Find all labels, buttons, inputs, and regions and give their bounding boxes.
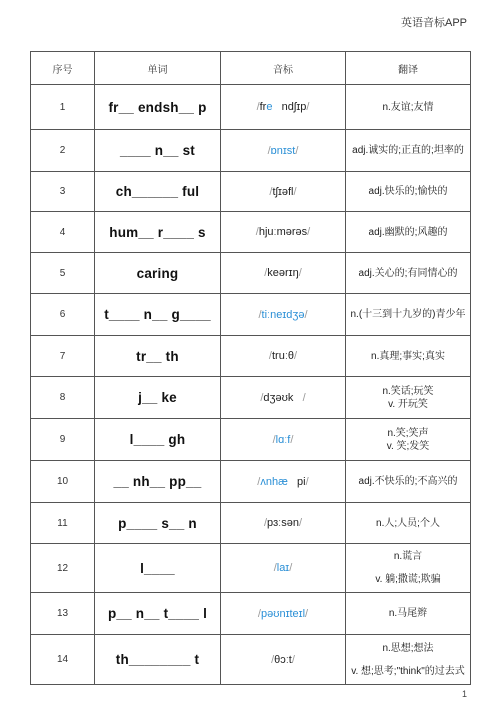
table-row	[31, 635, 471, 685]
phonetic-highlight: ʌnhæ	[260, 475, 288, 488]
word-cloze: ____ n__ st	[95, 130, 221, 172]
app-name: 英语音标APP	[400, 17, 467, 29]
phonetic-text: tʃɪəfl	[272, 185, 294, 198]
table-row	[31, 85, 471, 130]
translation	[346, 419, 471, 461]
slash-open: /	[257, 475, 261, 488]
row-index: 3	[31, 172, 95, 212]
translation-line: v. 想;思考;"think"的过去式	[351, 665, 465, 677]
phonetic-highlight: lɑːf	[275, 433, 291, 446]
slash-close: /	[294, 350, 298, 362]
word-cloze: p____ s__ n	[95, 503, 221, 544]
table-row	[31, 503, 471, 544]
slash-open: /	[263, 517, 268, 529]
phonetic	[221, 130, 346, 172]
slash-close: /	[302, 391, 306, 404]
table-row	[31, 253, 471, 294]
header-translation: 翻译	[346, 52, 471, 85]
phonetic-text: dʒəʊk	[263, 391, 303, 404]
translation-line: n.笑话;玩笑	[382, 385, 434, 397]
row-index: 14	[31, 635, 95, 685]
word-cloze: fr__ endsh__ p	[95, 85, 221, 130]
slash-open: /	[264, 267, 268, 279]
word-cloze: caring	[95, 253, 221, 294]
slash-close: /	[295, 144, 299, 157]
slash-close: /	[305, 607, 309, 620]
row-index: 2	[31, 130, 95, 172]
translation	[346, 294, 471, 336]
header-word: 单词	[95, 52, 221, 85]
word-cloze: hum__ r____ s	[95, 212, 221, 253]
translation	[346, 544, 471, 593]
page-number: 1	[461, 689, 467, 699]
translation-line: n.思想;想法	[382, 642, 434, 654]
word-cloze: ch______ ful	[95, 172, 221, 212]
translation-line: n.谎言	[393, 551, 423, 562]
phonetic	[221, 253, 346, 294]
word-cloze: t____ n__ g____	[95, 294, 221, 336]
row-index: 13	[31, 593, 95, 635]
row-index: 4	[31, 212, 95, 253]
phonetic	[221, 85, 346, 130]
translation-line: n.人;人员;个人	[376, 517, 440, 529]
slash-close: /	[290, 433, 294, 446]
phonetic-text: keərɪŋ	[267, 267, 299, 279]
table-body	[31, 85, 471, 685]
translation-line: n.笑;笑声	[387, 427, 429, 439]
slash-open: /	[256, 101, 260, 113]
slash-open: /	[260, 391, 264, 404]
translation-line: v. 开玩笑	[388, 398, 428, 410]
slash-open: /	[258, 308, 262, 321]
slash-open: /	[273, 562, 277, 574]
translation-line: adj.不快乐的;不高兴的	[358, 476, 458, 487]
phonetic-highlight: pəʊnɪteɪl	[260, 607, 306, 620]
translation-line: v. 笑;发笑	[386, 440, 430, 452]
table-row	[31, 544, 471, 593]
word-cloze: l____	[95, 544, 221, 593]
translation	[346, 377, 471, 419]
row-index: 8	[31, 377, 95, 419]
slash-open: /	[272, 433, 276, 446]
slash-close: /	[306, 101, 310, 113]
row-index: 7	[31, 336, 95, 377]
table-row	[31, 172, 471, 212]
vocab-table	[30, 51, 471, 685]
table-row	[31, 593, 471, 635]
phonetic	[221, 212, 346, 253]
phonetic-text: θɔːt	[274, 653, 292, 666]
phonetic-highlight: tiːneɪdʒə	[261, 308, 305, 321]
phonetic	[221, 336, 346, 377]
slash-close: /	[305, 475, 309, 488]
translation-line: adj.幽默的;风趣的	[368, 226, 448, 238]
phonetic	[221, 593, 346, 635]
phonetic	[221, 172, 346, 212]
table-row	[31, 130, 471, 172]
slash-close: /	[298, 267, 302, 279]
phonetic	[221, 461, 346, 503]
table-row	[31, 377, 471, 419]
slash-close: /	[289, 562, 293, 574]
row-index: 6	[31, 294, 95, 336]
translation	[346, 212, 471, 253]
translation	[346, 503, 471, 544]
row-index: 1	[31, 85, 95, 130]
phonetic-text-tail: ndʃɪp	[272, 101, 307, 113]
row-index: 10	[31, 461, 95, 503]
phonetic	[221, 377, 346, 419]
header-index: 序号	[31, 52, 95, 85]
table-row	[31, 461, 471, 503]
word-cloze: tr__ th	[95, 336, 221, 377]
translation-line: v. 躺;撒谎;欺骗	[375, 574, 441, 585]
word-cloze: l____ gh	[95, 419, 221, 461]
translation	[346, 172, 471, 212]
slash-close: /	[298, 517, 303, 529]
phonetic	[221, 544, 346, 593]
slash-close: /	[304, 308, 308, 321]
table-header-row	[31, 52, 471, 85]
slash-open: /	[267, 144, 271, 157]
translation	[346, 130, 471, 172]
translation	[346, 461, 471, 503]
translation	[346, 635, 471, 685]
translation-line: adj.关心的;有同情心的	[358, 267, 458, 279]
row-index: 12	[31, 544, 95, 593]
table-row	[31, 419, 471, 461]
phonetic-highlight: ɒnɪst	[270, 144, 296, 157]
slash-close: /	[291, 653, 295, 666]
phonetic	[221, 635, 346, 685]
header-phonetic: 音标	[221, 52, 346, 85]
row-index: 9	[31, 419, 95, 461]
phonetic	[221, 419, 346, 461]
translation-line: adj.快乐的;愉快的	[368, 186, 448, 197]
word-cloze: __ nh__ pp__	[95, 461, 221, 503]
slash-close: /	[307, 226, 311, 238]
phonetic-text-tail: pi	[287, 475, 306, 488]
phonetic-highlight: laɪ	[276, 562, 290, 574]
word-cloze: j__ ke	[95, 377, 221, 419]
phonetic	[221, 503, 346, 544]
slash-open: /	[271, 653, 275, 666]
slash-open: /	[269, 185, 273, 198]
translation-line	[346, 655, 470, 665]
table-row	[31, 336, 471, 377]
word-cloze: th________ t	[95, 635, 221, 685]
row-index: 11	[31, 503, 95, 544]
translation	[346, 85, 471, 130]
table-row	[31, 212, 471, 253]
word-cloze: p__ n__ t____ l	[95, 593, 221, 635]
slash-open: /	[268, 350, 272, 362]
phonetic-highlight: e	[266, 101, 273, 113]
slash-open: /	[255, 226, 259, 238]
translation-line	[346, 563, 470, 573]
slash-open: /	[257, 607, 261, 620]
translation-line: n.(十三到十九岁的)青少年	[350, 309, 466, 320]
slash-close: /	[293, 185, 297, 198]
translation-line: adj.诚实的;正直的;坦率的	[352, 145, 464, 156]
translation	[346, 336, 471, 377]
row-index: 5	[31, 253, 95, 294]
phonetic-text: truːθ	[271, 350, 294, 362]
phonetic	[221, 294, 346, 336]
translation-line: n.马尾辫	[388, 608, 428, 619]
translation	[346, 253, 471, 294]
translation-line: n.友谊;友情	[382, 101, 434, 113]
phonetic-text: pɜːsən	[267, 517, 299, 529]
phonetic-text: fr	[259, 101, 267, 113]
translation	[346, 593, 471, 635]
phonetic-text: hjuːmərəs	[258, 226, 308, 238]
table-row	[31, 294, 471, 336]
translation-line: n.真理;事实;真实	[371, 350, 445, 362]
